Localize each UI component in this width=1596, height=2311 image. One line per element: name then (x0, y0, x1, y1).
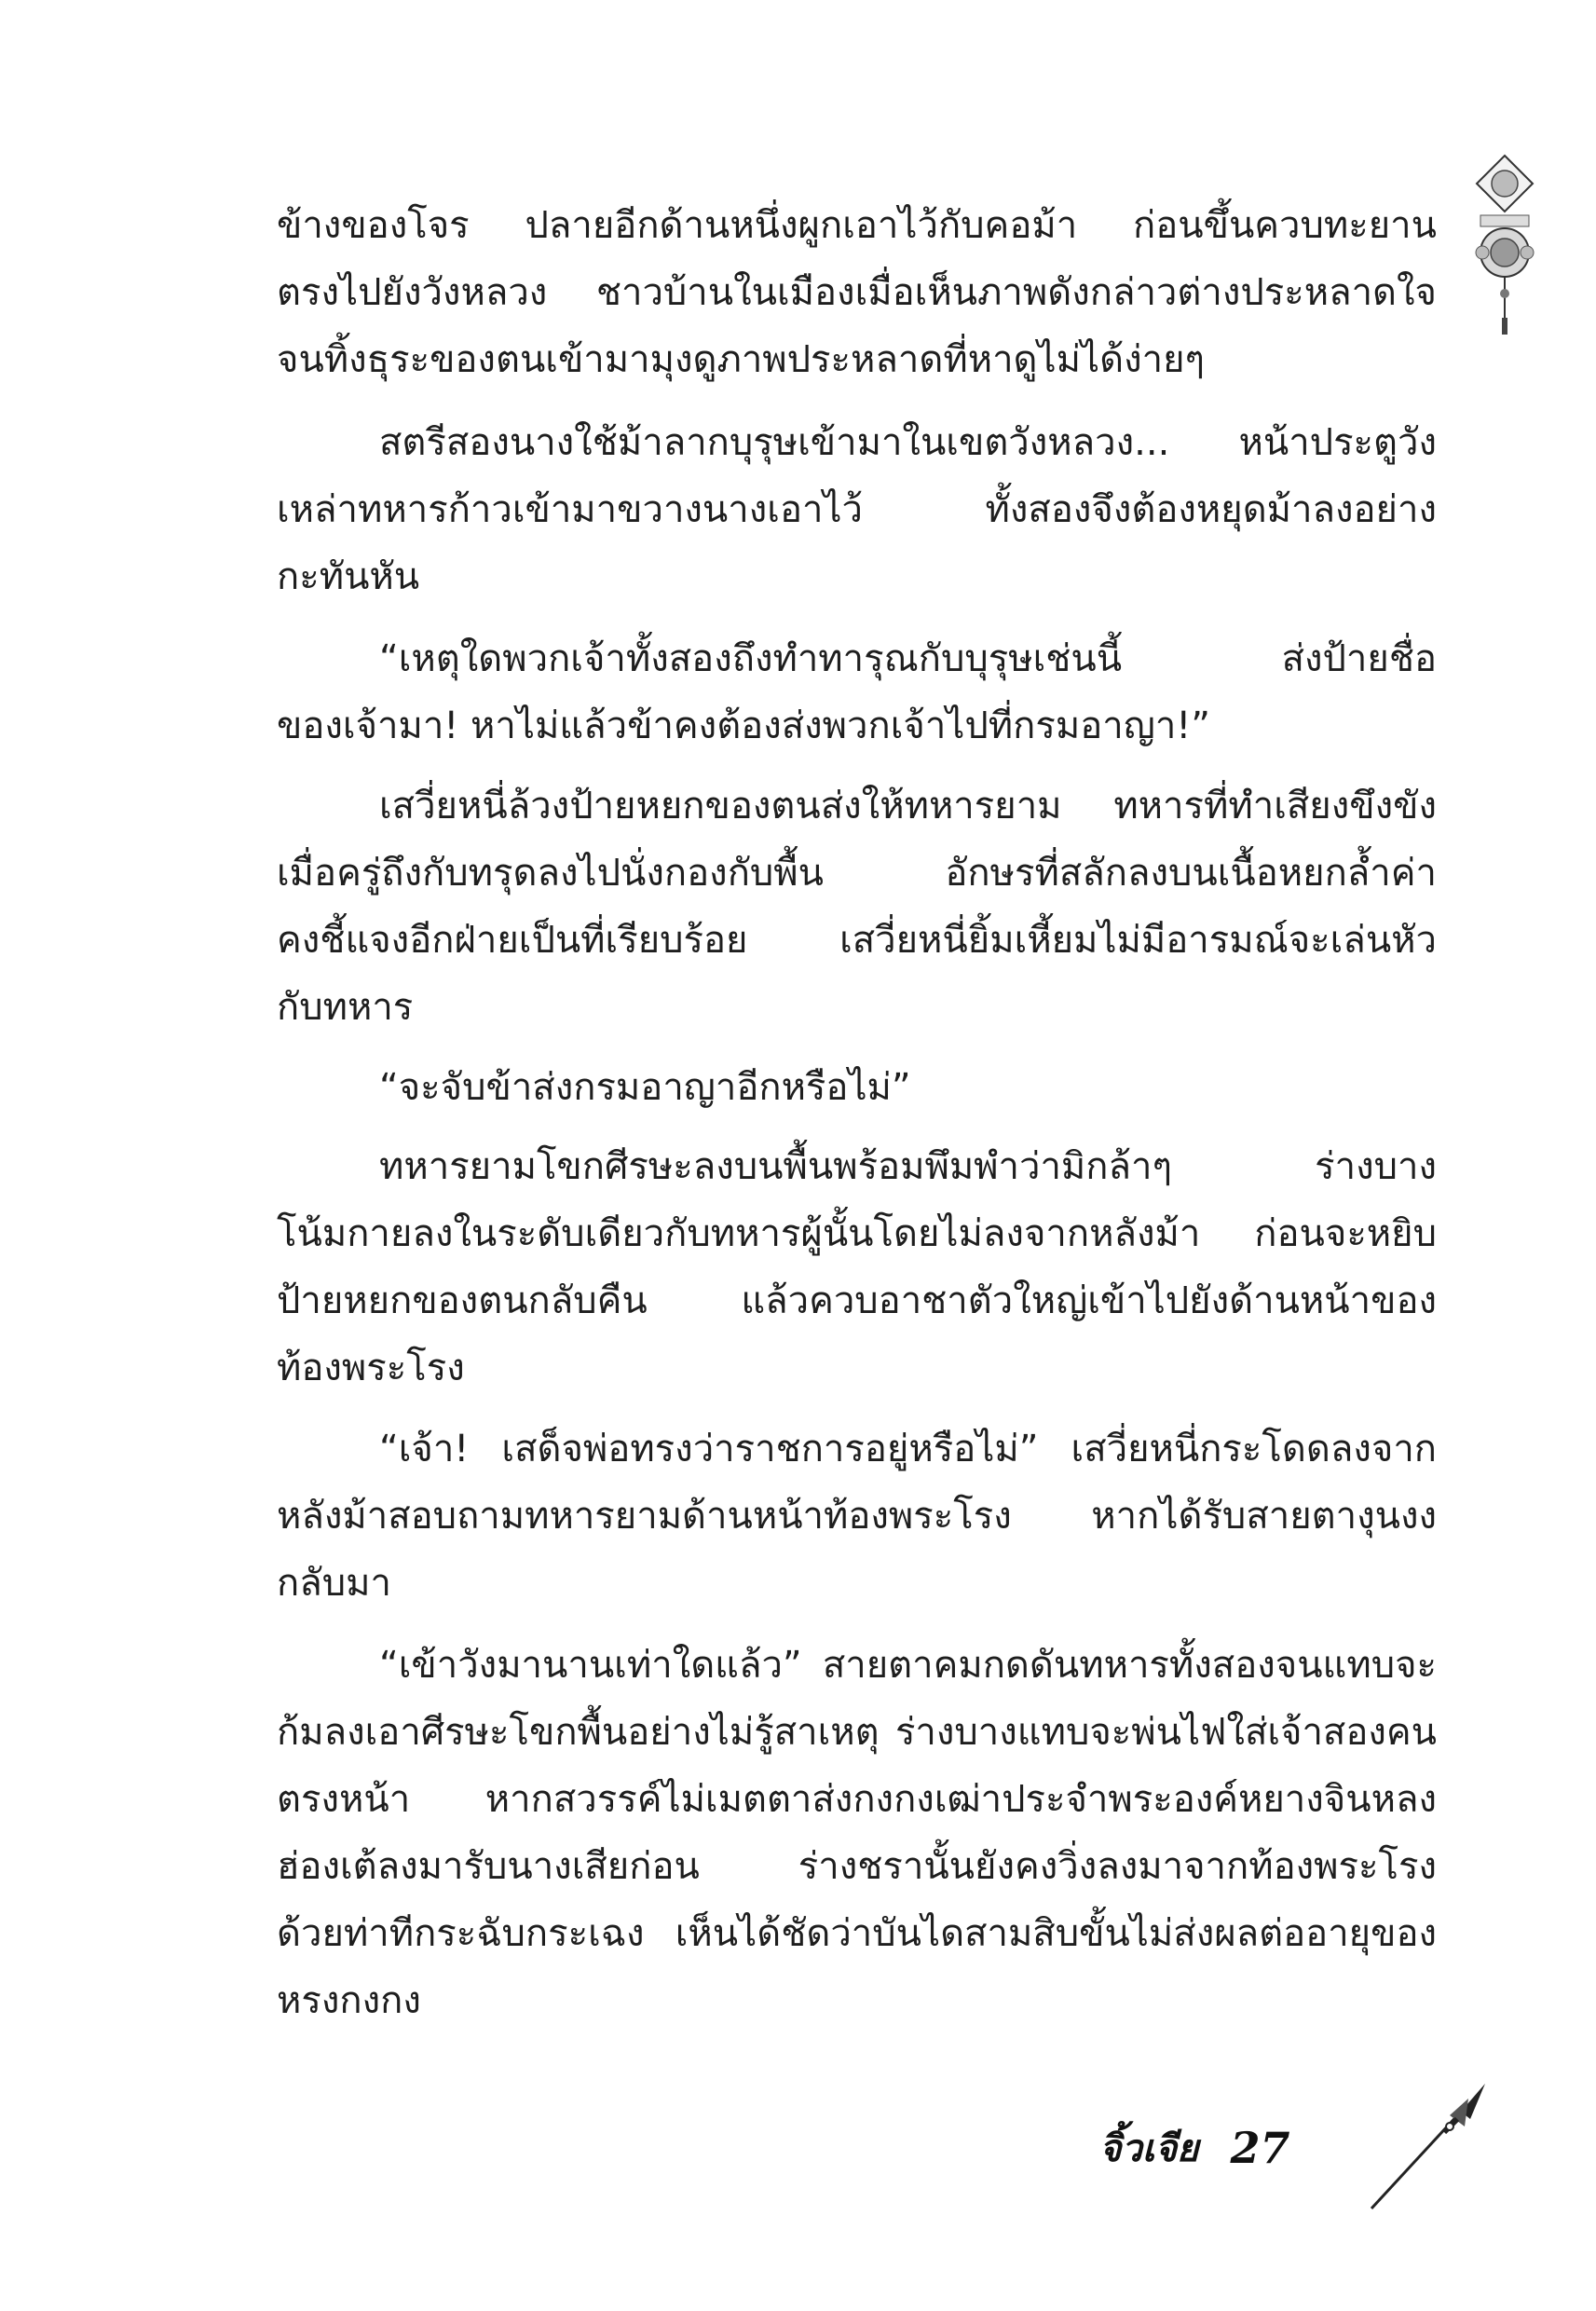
text-line: ด้วยท่าทีกระฉับกระเฉง เห็นได้ชัดว่าบันไดสามสิบขั้นไม่ส่งผลต่ออายุของ (277, 1912, 1437, 1955)
text-line: ท้องพระโรง (277, 1347, 465, 1389)
text-line: “เข้าวังมานานเท่าใดแล้ว” สายตาคมกดดันทหารทั้งสองจนแทบจะ (379, 1644, 1437, 1687)
text-line: โน้มกายลงในระดับเดียวกับทหารผู้นั้นโดยไม่ลงจากหลังม้า ก่อนจะหยิบ (277, 1212, 1437, 1255)
text-line: คงชี้แจงอีกฝ่ายเป็นที่เรียบร้อย เสวี่ยหนี่ยิ้มเหี้ยมไม่มีอารมณ์จะเล่นหัว (277, 919, 1437, 962)
text-line: “จะจับข้าส่งกรมอาญาอีกหรือไม่” (379, 1066, 911, 1109)
text-line: กับทหาร (277, 986, 414, 1029)
text-line: หลังม้าสอบถามทหารยามด้านหน้าท้องพระโรง หากได้รับสายตางุนงง (277, 1495, 1437, 1538)
text-line: เมื่อครู่ถึงกับทรุดลงไปนั่งกองกับพื้น อักษรที่สลักลงบนเนื้อหยกล้ำค่า (277, 852, 1437, 895)
text-line: ข้างของโจร ปลายอีกด้านหนึ่งผูกเอาไว้กับคอม้า ก่อนขึ้นควบทะยาน (277, 204, 1437, 247)
text-line: ตรงหน้า หากสวรรค์ไม่เมตตาส่งกงกงเฒ่าประจำพระองค์หยางจินหลง (277, 1778, 1437, 1821)
text-line: “เหตุใดพวกเจ้าทั้งสองถึงทำทารุณกับบุรุษเช่นนี้ ส่งป้ายชื่อ (379, 637, 1437, 680)
text-line: ทหารยามโขกศีรษะลงบนพื้นพร้อมพึมพำว่ามิกล้าๆ ร่างบาง (379, 1145, 1437, 1188)
text-line: สตรีสองนางใช้ม้าลากบุรุษเข้ามาในเขตวังหลวง... หน้าประตูวัง (379, 421, 1437, 464)
text-line: หรงกงกง (277, 1979, 421, 2022)
text-line: ก้มลงเอาศีรษะโขกพื้นอย่างไม่รู้สาเหตุ ร่างบางแทบจะพ่นไฟใส่เจ้าสองคน (277, 1711, 1437, 1754)
text-line: “เจ้า! เสด็จพ่อทรงว่าราชการอยู่หรือไม่” เสวี่ยหนี่กระโดดลงจาก (379, 1428, 1437, 1470)
corner-emblem-icon (1467, 154, 1542, 340)
text-line: กลับมา (277, 1562, 391, 1605)
text-line: ฮ่องเต้ลงมารับนางเสียก่อน ร่างชรานั้นยังคงวิ่งลงมาจากท้องพระโรง (277, 1845, 1437, 1888)
text-line: ตรงไปยังวังหลวง ชาวบ้านในเมืองเมื่อเห็นภาพดังกล่าวต่างประหลาดใจ (277, 271, 1437, 314)
text-line: เหล่าทหารก้าวเข้ามาขวางนางเอาไว้ ทั้งสองจึงต้องหยุดม้าลงอย่าง (277, 488, 1437, 531)
page-footer (1099, 2115, 1289, 2181)
text-line: เสวี่ยหนี่ล้วงป้ายหยกของตนส่งให้ทหารยาม ทหารที่ทำเสียงขึงขัง (379, 785, 1437, 827)
spear-icon (1360, 2078, 1491, 2218)
book-title: จิ้วเจีย (1099, 2126, 1199, 2170)
text-line: ป้ายหยกของตนกลับคืน แล้วควบอาชาตัวใหญ่เข้าไปยังด้านหน้าของ (277, 1279, 1437, 1322)
page-number: 27 (1230, 2123, 1290, 2173)
text-line: ของเจ้ามา! หาไม่แล้วข้าคงต้องส่งพวกเจ้าไปที่กรมอาญา!” (277, 704, 1211, 747)
text-line: กะทันหัน (277, 555, 420, 598)
text-line: จนทิ้งธุระของตนเข้ามามุงดูภาพประหลาดที่หาดูไม่ได้ง่ายๆ (277, 338, 1205, 381)
